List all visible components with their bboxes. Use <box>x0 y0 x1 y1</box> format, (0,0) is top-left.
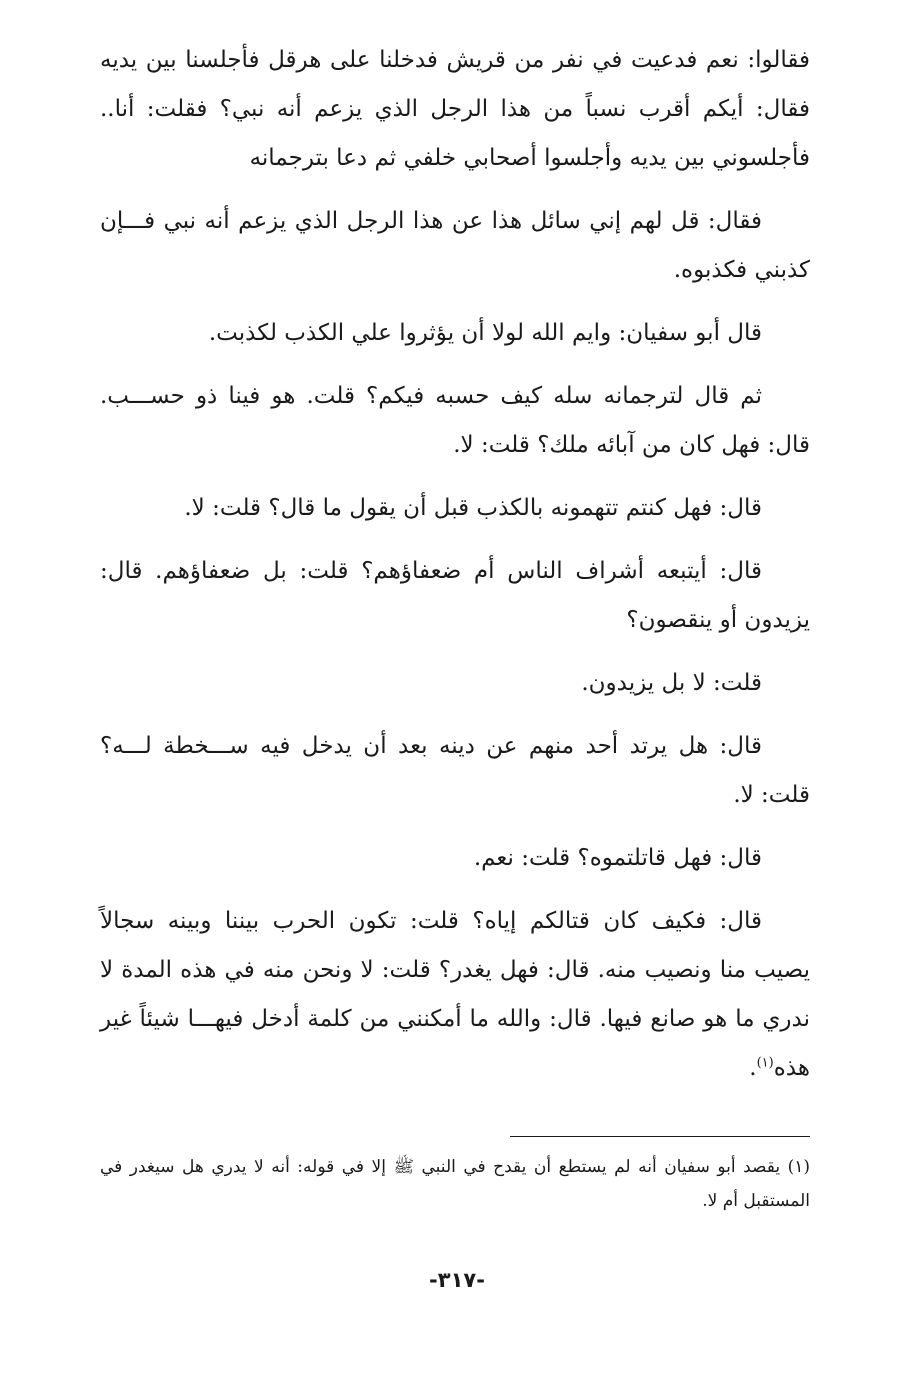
footnote-reference[interactable]: (١) <box>756 1055 774 1071</box>
main-text <box>100 36 810 1107</box>
footnote-separator <box>510 1136 810 1137</box>
footnote: (١) يقصد أبو سفيان أنه لم يستطع أن يقدح في النبي ﷺ إلا في قوله: أنه لا يدري هل سيغدر في المستقبل أم لا. <box>100 1157 810 1211</box>
paragraph-4: ثم قال لترجمانه سله كيف حسبه فيكم؟ قلت. هو فينا ذو حســـب. قال: فهل كان من آبائه ملك؟ قلت: لا. <box>100 383 810 458</box>
paragraph-9: قال: فهل قاتلتموه؟ قلت: نعم. <box>473 845 762 871</box>
paragraph-5: قال: فهل كنتم تتهمونه بالكذب قبل أن يقول ما قال؟ قلت: لا. <box>184 495 762 521</box>
paragraph-3: قال أبو سفيان: وايم الله لولا أن يؤثروا علي الكذب لكذبت. <box>208 320 762 346</box>
paragraph-10 <box>100 897 810 1093</box>
paragraph-8: قال: هل يرتد أحد منهم عن دينه بعد أن يدخل فيه ســـخطة لـــه؟ قلت: لا. <box>100 733 810 808</box>
paragraph-10-end: . <box>749 1055 757 1081</box>
paragraph-7: قلت: لا بل يزيدون. <box>581 670 762 696</box>
paragraph-6: قال: أيتبعه أشراف الناس أم ضعفاؤهم؟ قلت: بل ضعفاؤهم. قال: يزيدون أو ينقصون؟ <box>100 558 810 633</box>
paragraph-2: فقال: قل لهم إني سائل هذا عن هذا الرجل الذي يزعم أنه نبي فـــإن كذبني فكذبوه. <box>100 208 810 283</box>
page-number: -٣١٧- <box>429 1268 485 1292</box>
paragraph-10-text: قال: فكيف كان قتالكم إياه؟ قلت: تكون الحرب بيننا وبينه سجالاً يصيب منا ونصيب منه. قال: فهل يغدر؟ قلت: لا ونحن منه في هذه المدة لا ندري ما هو صانع فيها. قال: والله ما أمكنني من كلمة أدخل فيهـــا شيئاً غير هذه <box>100 908 810 1081</box>
paragraph-1: فقالوا: نعم فدعيت في نفر من قريش فدخلنا على هرقل فأجلسنا بين يديه فقال: أيكم أقرب نسباً من هذا الرجل الذي يزعم أنه نبي؟ فقلت: أنا.. فأجلسوني بين يديه وأجلسوا أصحابي خلفي ثم دعا بترجمانه <box>100 47 810 171</box>
